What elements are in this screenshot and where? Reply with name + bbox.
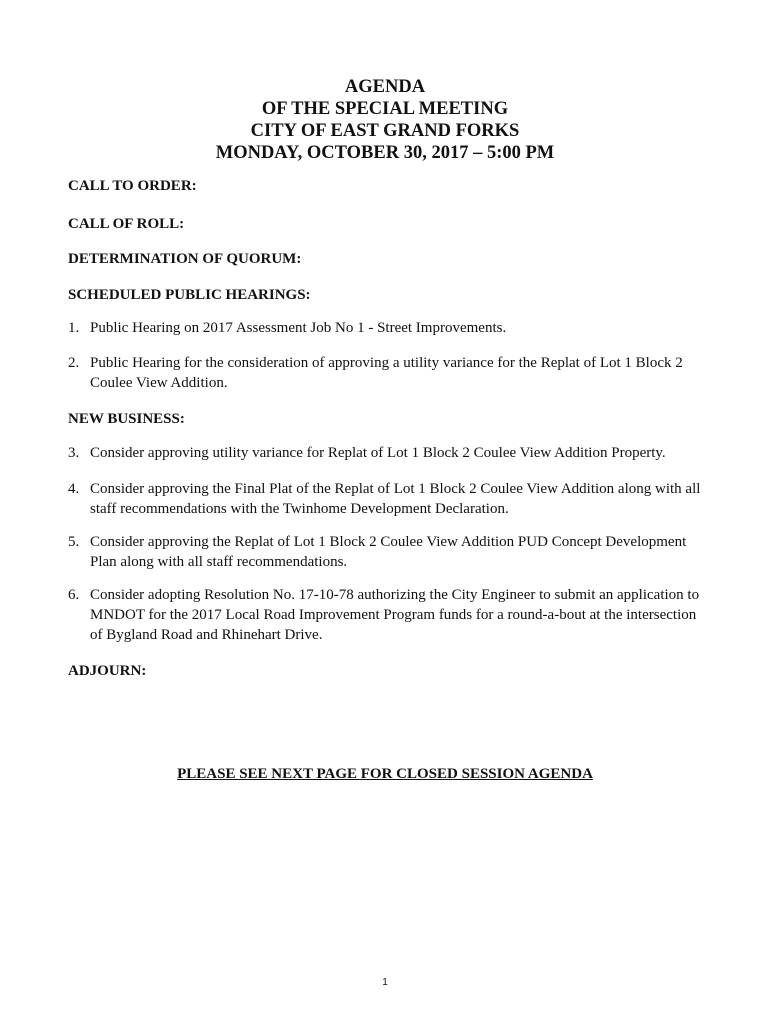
heading-call-to-order: CALL TO ORDER: [68, 178, 197, 194]
title-line-city: CITY OF EAST GRAND FORKS [250, 121, 520, 141]
item-number: 5. [68, 534, 80, 550]
closed-session-text: PLEASE SEE NEXT PAGE FOR CLOSED SESSION AGENDA [177, 766, 593, 782]
agenda-item-3 [68, 443, 708, 463]
item-text: MNDOT for the 2017 Local Road Improvement Program funds for a round-a-bout at the intersection [90, 607, 697, 623]
item-number: 3. [68, 445, 80, 461]
heading-adjourn: ADJOURN: [68, 663, 147, 679]
item-text: Public Hearing on 2017 Assessment Job No 1 - Street Improvements. [90, 320, 507, 336]
item-text: Consider approving the Final Plat of the Replat of Lot 1 Block 2 Coulee View Addition along with all [90, 481, 701, 497]
item-number: 6. [68, 587, 80, 603]
heading-new-business: NEW BUSINESS: [68, 411, 185, 427]
agenda-item-6 [68, 585, 708, 645]
item-number: 4. [68, 481, 80, 497]
agenda-item-4 [68, 479, 708, 519]
heading-quorum: DETERMINATION OF QUORUM: [68, 251, 302, 267]
page-number: 1 [382, 977, 388, 988]
heading-call-of-roll: CALL OF ROLL: [68, 216, 185, 232]
item-text: Coulee View Addition. [90, 375, 228, 391]
title-line-date: MONDAY, OCTOBER 30, 2017 – 5:00 PM [215, 143, 555, 163]
agenda-title [0, 76, 770, 164]
item-text: Consider approving utility variance for Replat of Lot 1 Block 2 Coulee View Addition Property. [90, 445, 666, 461]
item-text: staff recommendations with the Twinhome Development Declaration. [90, 501, 509, 517]
item-number: 2. [68, 355, 80, 371]
item-text: Public Hearing for the consideration of approving a utility variance for the Replat of Lot 1 Block 2 [90, 355, 683, 371]
title-line-meeting: OF THE SPECIAL MEETING [261, 99, 509, 119]
agenda-item-5 [68, 532, 708, 572]
item-text: Consider approving the Replat of Lot 1 Block 2 Coulee View Addition PUD Concept Development [90, 534, 687, 550]
title-line-agenda: AGENDA [344, 77, 426, 97]
agenda-item-1 [68, 318, 708, 338]
agenda-item-2 [68, 353, 708, 393]
item-text: of Bygland Road and Rhinehart Drive. [90, 627, 323, 643]
closed-session-note [0, 765, 770, 783]
item-text: Plan along with all staff recommendations. [90, 554, 348, 570]
heading-public-hearings: SCHEDULED PUBLIC HEARINGS: [68, 287, 311, 303]
item-text: Consider adopting Resolution No. 17-10-78 authorizing the City Engineer to submit an application to [90, 587, 700, 603]
item-number: 1. [68, 320, 80, 336]
